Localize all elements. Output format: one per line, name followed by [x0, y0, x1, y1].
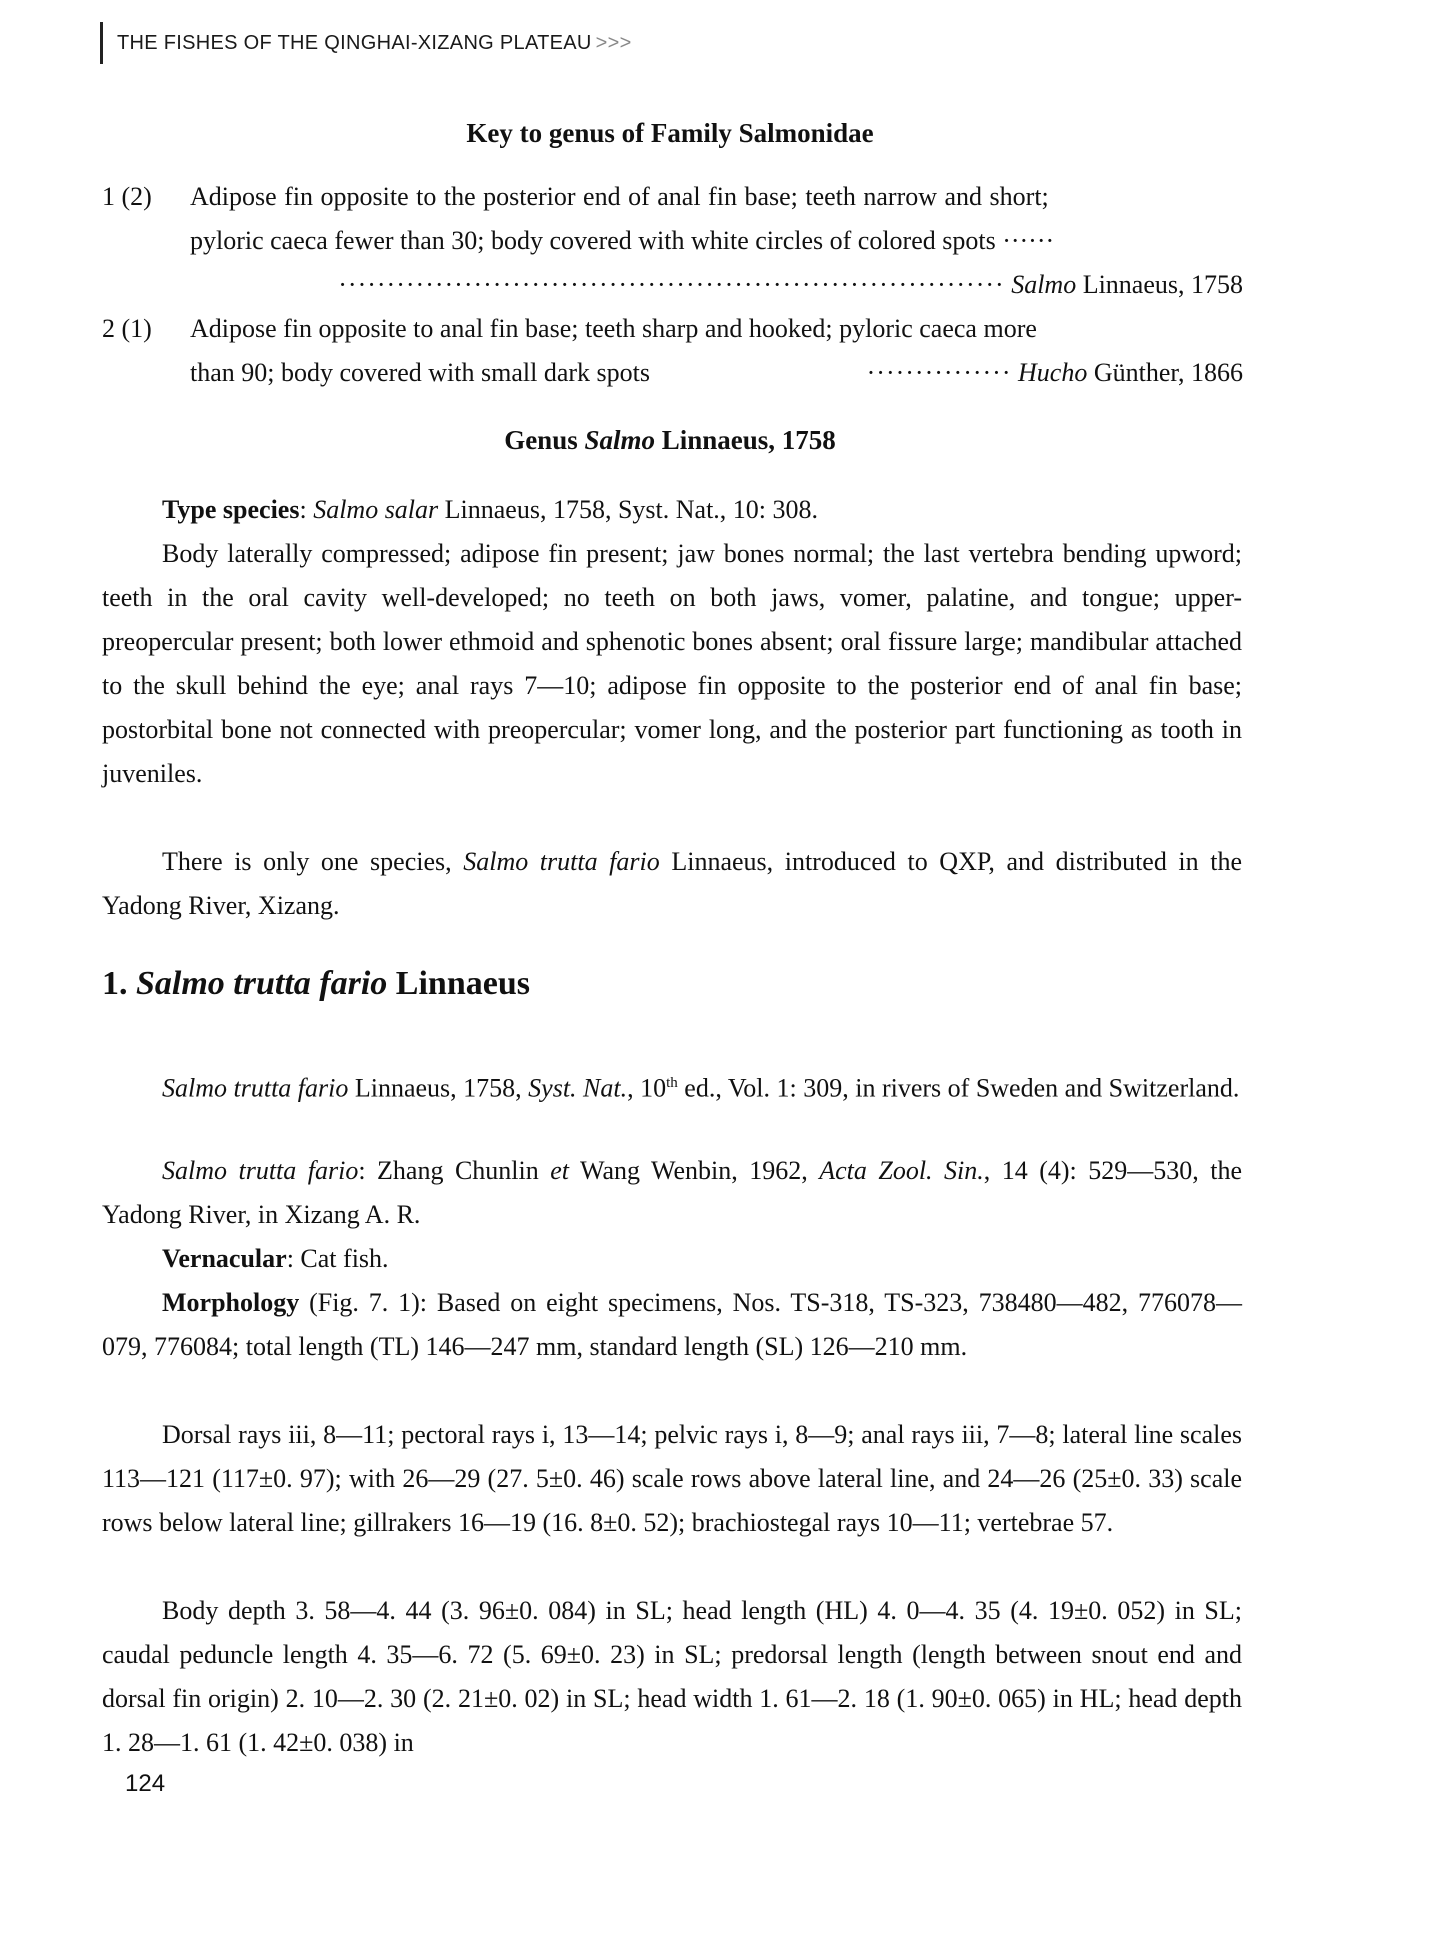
species-heading [102, 965, 530, 1003]
page-number: 124 [125, 1770, 166, 1797]
key-item-1-lead [338, 270, 1243, 300]
key-item-1-line-2: pyloric caeca fewer than 30; body covered with white circles of colored spots ······ [190, 226, 1055, 255]
key-title: Key to genus of Family Salmonidae [466, 118, 874, 148]
key-item-2-number: 2 (1) [102, 314, 152, 343]
type-species-name: Salmo salar [313, 495, 439, 524]
key-item-2-line-1: Adipose fin opposite to anal fin base; teeth sharp and hooked; pyloric caeca more [190, 314, 1037, 343]
synonym-2 [102, 1149, 1242, 1237]
vernacular-label: Vernacular [162, 1244, 287, 1273]
genus-heading [0, 425, 1340, 456]
key-item-2-lead [867, 358, 1243, 388]
synonym-1-author: Linnaeus, 1758, [348, 1073, 529, 1103]
key-item-2-line-2: than 90; body covered with small dark spots [190, 358, 650, 387]
key-item-1-number: 1 (2) [102, 182, 152, 211]
vernacular-text: : Cat fish. [286, 1244, 389, 1273]
key-item-1-dots: ····································································· [338, 270, 1005, 299]
synonym-2-author-b: Wang Wenbin, 1962, [569, 1156, 820, 1185]
distribution-pre: There is only one species, [162, 847, 464, 876]
species-number: 1. [102, 965, 136, 1002]
key-item-1-genus: Salmo [1011, 270, 1077, 299]
running-header [100, 22, 632, 64]
key-item-2-genus: Hucho [1018, 358, 1088, 387]
meristic-counts: Dorsal rays iii, 8—11; pectoral rays i, 13—14; pelvic rays i, 8—9; anal rays iii, 7—8; lateral line scales 113—121 (117±0. 97); with 26—29 (27. 5±0. 46) scale rows above lateral line, and 24—26 (25±0. 33) scale rows below lateral line; gillrakers 16—19 (16. 8±0. 52); brachiostegal rays 10—11; vertebrae 57. [102, 1420, 1242, 1537]
synonym-1-name: Salmo trutta fario [162, 1073, 349, 1103]
species-name: Salmo trutta fario [136, 965, 388, 1002]
running-title: THE FISHES OF THE QINGHAI-XIZANG PLATEAU [117, 32, 592, 54]
genus-heading-name: Salmo [584, 425, 655, 455]
key-item-2-author: Günther, 1866 [1087, 358, 1243, 387]
synonym-2-author-a: : Zhang Chunlin [358, 1156, 551, 1185]
synonym-1-rest: ed., Vol. 1: 309, in rivers of Sweden and Switzerland. [677, 1073, 1240, 1103]
key-item-1-author: Linnaeus, 1758 [1076, 270, 1243, 299]
genus-heading-prefix: Genus [504, 425, 585, 455]
genus-heading-suffix: Linnaeus, 1758 [655, 425, 836, 455]
morphology-label: Morphology [162, 1288, 300, 1317]
synonym-2-et: et [550, 1156, 569, 1185]
key-item-1-line-1: Adipose fin opposite to the posterior end of anal fin base; teeth narrow and short; [190, 182, 1049, 211]
species-author: Linnaeus [387, 965, 530, 1002]
distribution-post: Linnaeus, introduced to QXP, and distributed in the Yadong River, Xizang. [102, 847, 1242, 920]
morphology-text: (Fig. 7. 1): Based on eight specimens, Nos. TS-318, TS-323, 738480—482, 776078—079, 776084; total length (TL) 146—247 mm, standard length (SL) 126—210 mm. [102, 1288, 1242, 1361]
type-species-sep: : [299, 495, 314, 524]
body-proportions: Body depth 3. 58—4. 44 (3. 96±0. 084) in SL; head length (HL) 4. 0—4. 35 (4. 19±0. 052) in SL; caudal peduncle length 4. 35—6. 72 (5. 69±0. 23) in SL; predorsal length (length between snout end and dorsal fin origin) 2. 10—2. 30 (2. 21±0. 02) in SL; head width 1. 61—2. 18 (1. 90±0. 065) in HL; head depth 1. 28—1. 61 (1. 42±0. 038) in [102, 1596, 1242, 1757]
key-item-2-dots: ··············· [866, 358, 1012, 387]
morphology-paragraph [102, 1281, 1242, 1369]
genus-description: Body laterally compressed; adipose fin present; jaw bones normal; the last vertebra bending upword; teeth in the oral cavity well-developed; no teeth on both jaws, vomer, palatine, and tongue; upper-preopercular present; both lower ethmoid and sphenotic bones absent; oral fissure large; mandibular attached to the skull behind the eye; anal rays 7—10; adipose fin opposite to the posterior end of anal fin base; postorbital bone not connected with preopercular; vomer long, and the posterior part functioning as tooth in juveniles. [102, 539, 1242, 788]
synonym-1-sup: th [666, 1075, 678, 1091]
distribution-paragraph [102, 840, 1242, 928]
synonym-1-volume: , 10 [627, 1073, 667, 1103]
type-species-citation: Linnaeus, 1758, Syst. Nat., 10: 308. [438, 495, 819, 524]
synonym-2-journal: Acta Zool. Sin. [819, 1156, 984, 1185]
synonym-1 [102, 1061, 1242, 1111]
header-arrows: >>> [595, 32, 632, 54]
type-species-label: Type species [162, 495, 300, 524]
distribution-species: Salmo trutta fario [463, 847, 660, 876]
type-species-paragraph [102, 488, 1242, 532]
synonym-1-journal: Syst. Nat. [528, 1073, 628, 1103]
vernacular-paragraph [102, 1237, 1242, 1281]
synonym-2-rest: , 14 (4): 529—530, the Yadong River, in Xizang A. R. [102, 1156, 1243, 1229]
synonym-2-name: Salmo trutta fario [162, 1156, 359, 1185]
